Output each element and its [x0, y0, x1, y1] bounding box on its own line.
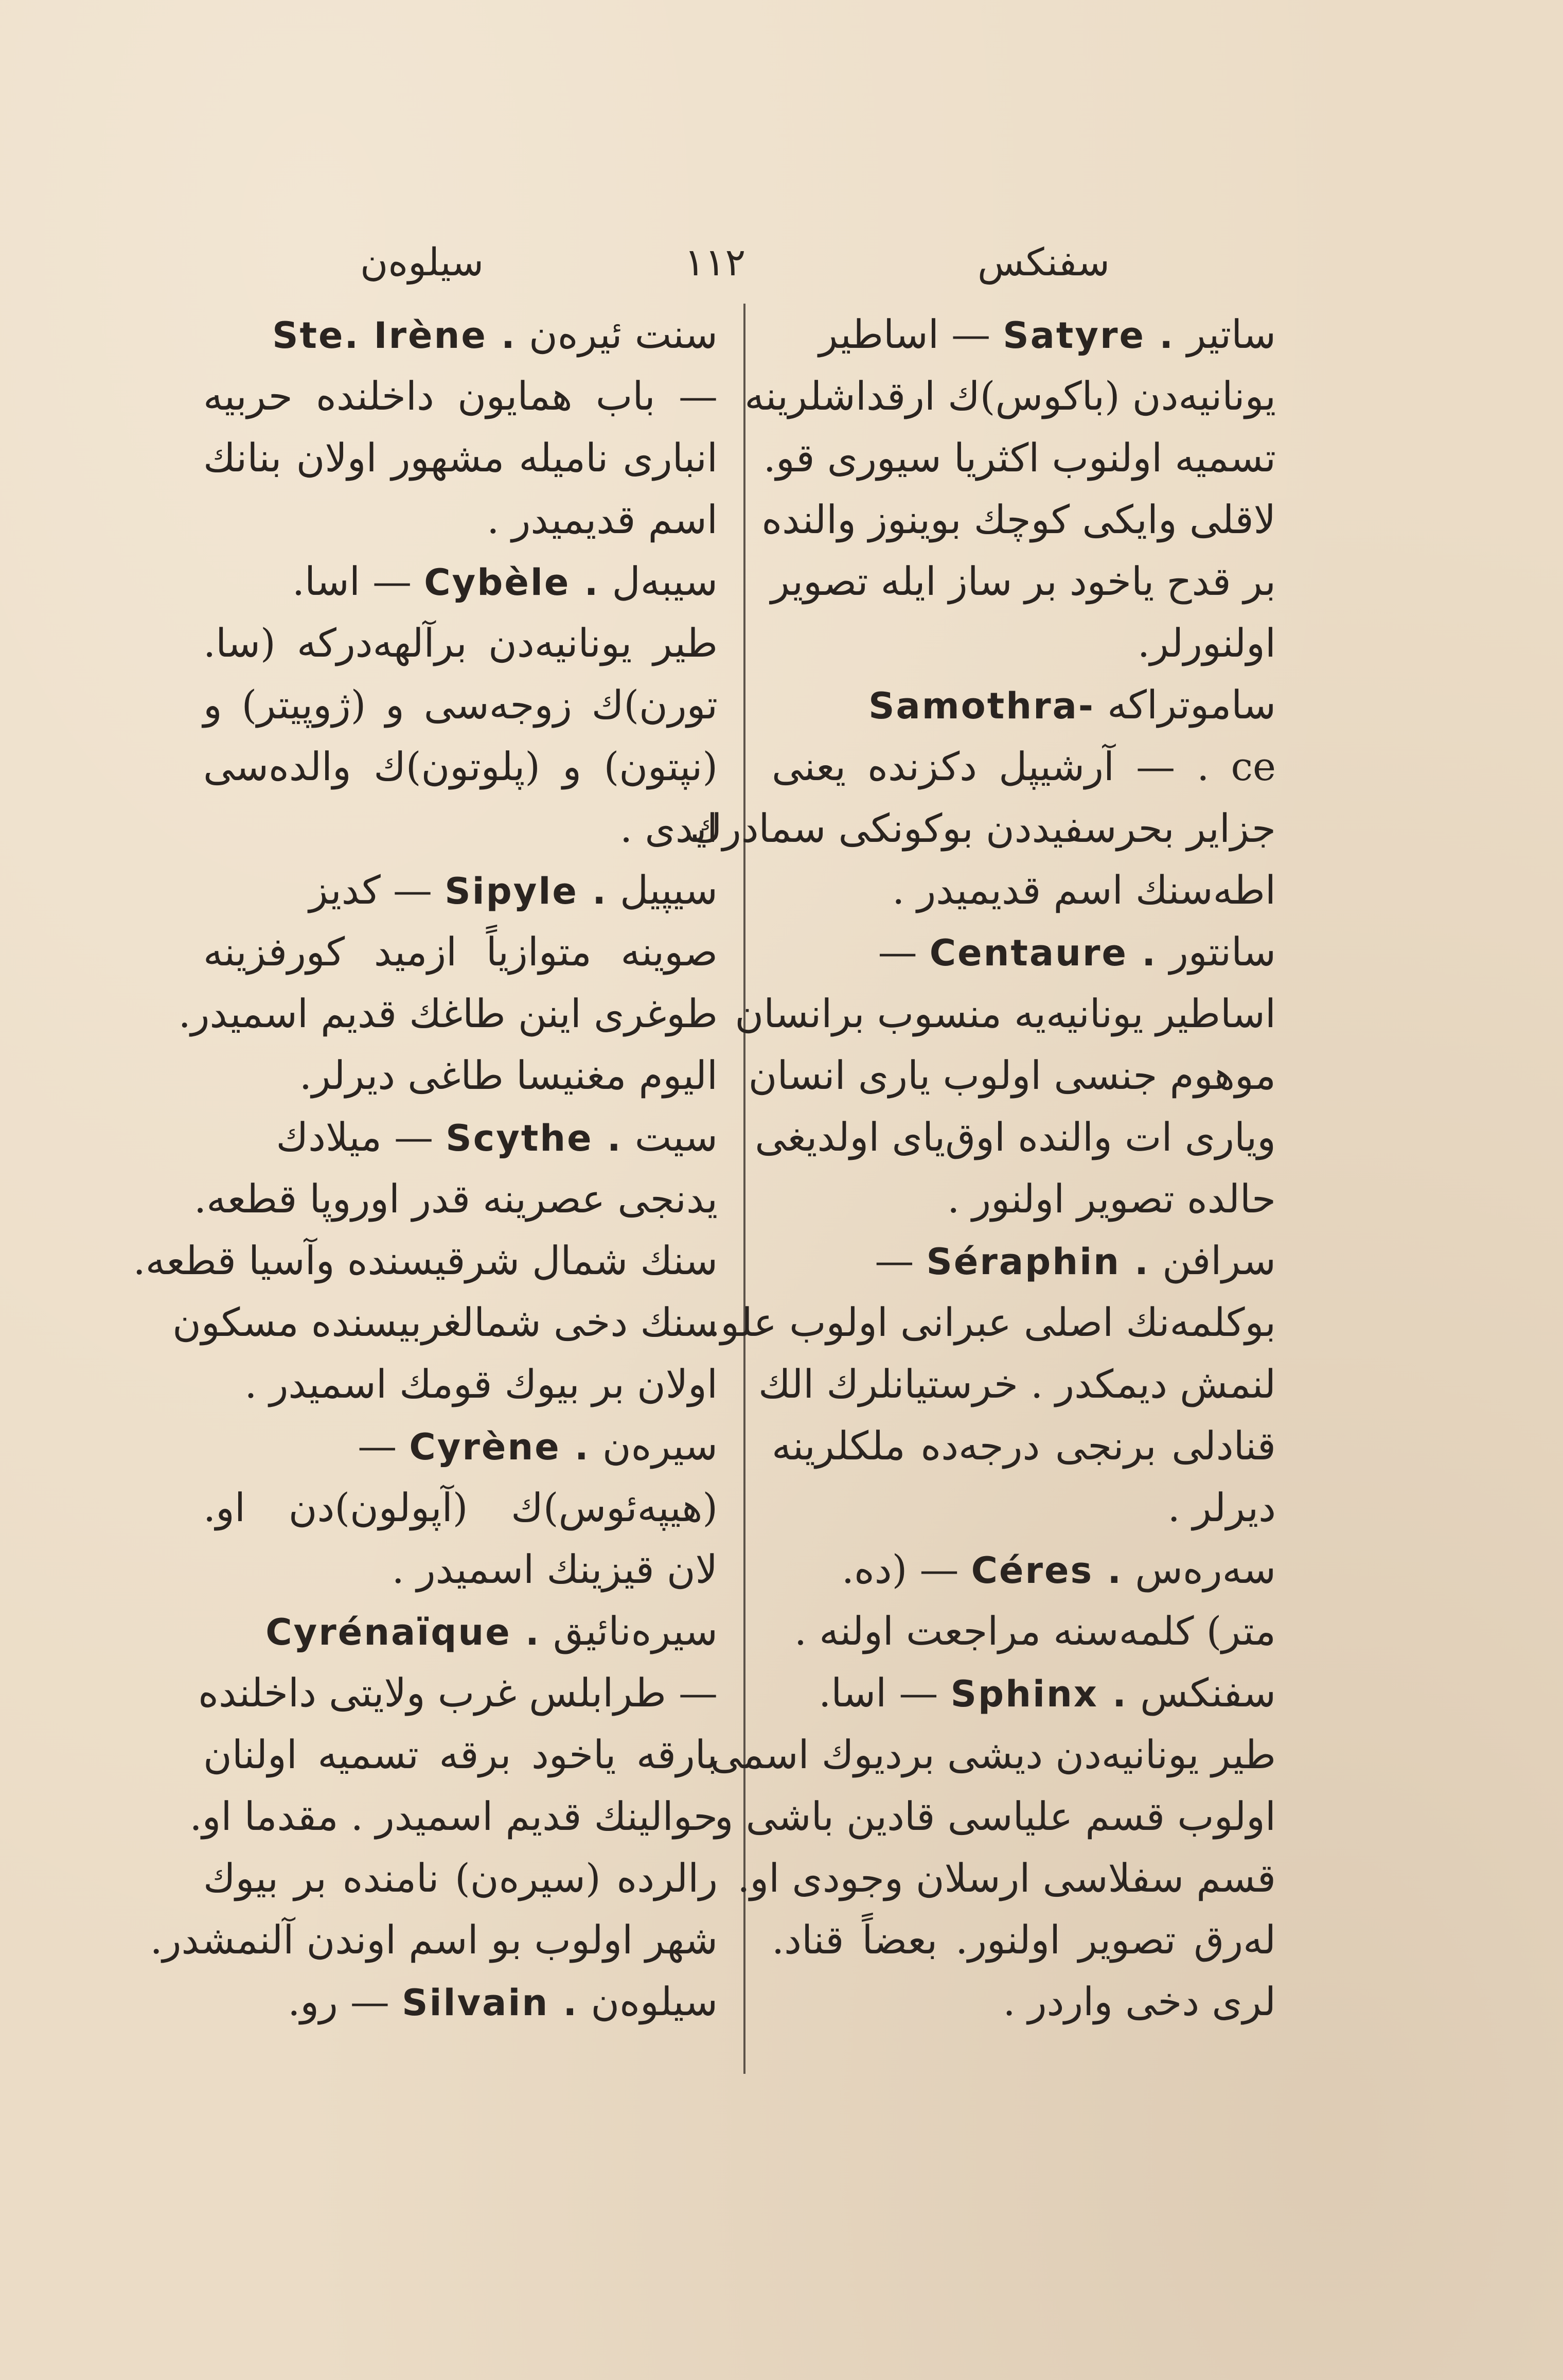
entry-text-line: صوینه متوازیاً ازمید کورفزینه	[203, 929, 718, 975]
entry-headline	[203, 859, 718, 921]
dictionary-entry	[203, 1971, 718, 2033]
headword: سیره‌ن	[602, 1423, 718, 1469]
entry-text-line: ce . — آرشیپل دکزنده یعنی	[772, 744, 1276, 789]
left-column	[133, 304, 718, 2033]
entry-text-line: قسم سفلاسی ارسلان وجودی او.	[737, 1855, 1276, 1901]
entry-text-line: — طرابلس غرب ولایتی داخلنده	[198, 1670, 718, 1716]
entry-text-line: انباری نامیله مشهور اولان بنانك	[203, 435, 718, 481]
entry-text-line: لنمش دیمکدر . خرستیانلرك الك	[758, 1361, 1276, 1407]
entry-text-line: یونانیه‌دن (باکوس)ك ارقداشلرینه	[744, 373, 1276, 419]
headword: سیپیل	[619, 867, 718, 913]
entry-headline	[203, 1600, 718, 1662]
running-head-right: سفنکس	[978, 240, 1110, 285]
latin-term: Scythe .	[446, 1117, 623, 1159]
right-column	[690, 304, 1276, 2033]
entry-text-line: بوکلمه‌نك اصلی عبرانی اولوب علو.	[708, 1299, 1276, 1345]
headword: سیره‌نائیق	[553, 1608, 718, 1654]
entry-text-line: بارقه یاخود برقه تسمیه اولنان	[203, 1732, 718, 1777]
dictionary-entry	[708, 1230, 1276, 1539]
latin-term: Cyrénaïque .	[265, 1611, 541, 1653]
headword: سرافن	[1162, 1238, 1276, 1283]
entry-text-line: حوالینك قدیم اسمیدر . مقدما او.	[189, 1793, 718, 1839]
entry-text-line: (هیپه‌ئوس)ك (آپولون)دن او.	[203, 1485, 718, 1530]
latin-term: Ste. Irène .	[272, 314, 517, 357]
headline-continuation: — اساطیر	[819, 311, 991, 357]
headline-continuation: —	[878, 929, 917, 975]
dictionary-entry	[203, 304, 718, 551]
latin-term: Satyre .	[1003, 314, 1175, 357]
entry-headline	[203, 1415, 718, 1477]
headline-continuation: —	[875, 1238, 914, 1283]
entry-text-line: اسم قدیمیدر .	[487, 497, 718, 542]
headline-continuation: — کدیز	[309, 867, 433, 913]
entry-text-line: طیر یونانیه‌دن برآلهه‌درکه (سا.	[203, 620, 718, 666]
headword: سنت ئیره‌ن	[528, 311, 718, 357]
entry-text-line: لان قیزینك اسمیدر .	[392, 1546, 718, 1592]
entry-text-line: لری دخی واردر .	[1003, 1979, 1276, 2024]
entry-headline	[772, 304, 1276, 365]
entry-headline	[772, 1539, 1276, 1600]
entry-text-line: اولوب قسم علیاسی قادین باشی و	[714, 1793, 1276, 1839]
entry-headline	[203, 551, 718, 612]
headword: سه‌ره‌س	[1135, 1546, 1276, 1592]
entry-text-line: طوغری اینن طاغك قدیم اسمیدر.	[178, 991, 718, 1036]
entry-text-line: حالده تصویر اولنور .	[947, 1176, 1276, 1222]
latin-term: Cyrène .	[409, 1426, 590, 1468]
entry-headline	[772, 1662, 1276, 1724]
dictionary-entry	[203, 1415, 718, 1600]
entry-headline	[203, 1971, 718, 2033]
entry-text-line: قنادلی برنجی درجه‌ده ملکلرینه	[772, 1423, 1276, 1469]
entry-text-line: رالرده (سیره‌ن) نامنده بر بیوك	[203, 1855, 718, 1901]
latin-term: Cybèle .	[424, 561, 600, 604]
headline-continuation: — میلادك	[276, 1114, 434, 1160]
entry-text-line: اولان بر بیوك قومك اسمیدر .	[244, 1361, 718, 1407]
entry-text-line: (نپتون) و (پلوتون)ك والده‌سی	[203, 744, 718, 789]
dictionary-entry	[690, 674, 1276, 921]
entry-text-line: ویاری ات والنده اوق‌یای اولدیغی	[755, 1114, 1276, 1160]
dictionary-entry	[178, 859, 718, 1106]
latin-term: Samothra-	[868, 685, 1095, 727]
dictionary-entry	[744, 304, 1276, 674]
dictionary-entry	[150, 1600, 718, 1971]
entry-text-line: دیرلر .	[1167, 1485, 1276, 1530]
entry-text-line: طیر یونانیه‌دن دیشی بردیوك اسمی	[710, 1732, 1276, 1777]
entry-text-line: له‌رق تصویر اولنور. بعضاً قناد.	[772, 1917, 1276, 1963]
entry-text-line: اطه‌سنك اسم قدیمیدر .	[892, 867, 1276, 913]
latin-term: Sphinx .	[950, 1673, 1128, 1715]
entry-text-line: تورن)ك زوجه‌سی و (ژوپیتر) و	[203, 682, 718, 728]
headline-continuation: — اسا.	[819, 1670, 938, 1716]
dictionary-entry	[710, 1662, 1276, 2033]
latin-term: Silvain .	[402, 1982, 579, 2024]
headline-continuation: — (ده.	[841, 1546, 959, 1592]
dictionary-entry	[772, 1539, 1276, 1662]
headline-continuation: — رو.	[288, 1979, 389, 2024]
entry-text-line: شهر اولوب بو اسم اوندن آلنمشدر.	[150, 1917, 718, 1963]
headword: سیلوه‌ن	[591, 1979, 718, 2024]
entry-text-line: ایدی .	[620, 805, 718, 851]
entry-text-line: یدنجی عصرینه قدر اوروپا قطعه.	[194, 1176, 718, 1222]
dictionary-entry	[203, 551, 718, 859]
page-number: ۱۱۲	[684, 240, 746, 285]
entry-headline	[772, 674, 1276, 736]
headword: سفنکس	[1140, 1670, 1276, 1716]
entry-text-line: بر قدح یاخود بر ساز ایله تصویر	[771, 558, 1276, 604]
headword: ساتیر	[1187, 311, 1276, 357]
latin-term: Centaure .	[929, 932, 1157, 974]
entry-headline	[203, 1106, 718, 1168]
entry-text-line: اساطیر یونانیه‌یه منسوب برانسان	[735, 991, 1276, 1036]
headword: سانتور	[1169, 929, 1276, 975]
entry-text-line: الیوم مغنیسا طاغی دیرلر.	[299, 1052, 718, 1098]
latin-term: Sipyle .	[445, 870, 608, 912]
entry-text-line: تسمیه اولنوب اکثریا سیوری قو.	[763, 435, 1276, 481]
latin-term: Céres .	[971, 1549, 1123, 1592]
entry-headline	[203, 304, 718, 365]
headword: سیبه‌ل	[612, 558, 718, 604]
latin-term: Séraphin .	[926, 1241, 1150, 1283]
entry-text-line: سنك دخی شمالغربیسنده مسکون	[172, 1299, 718, 1345]
dictionary-entry	[735, 921, 1276, 1230]
headword: ساموتراکه	[1107, 682, 1276, 728]
headline-continuation: —	[358, 1423, 397, 1469]
entry-text-line: موهوم جنسی اولوب یاری انسان	[748, 1052, 1276, 1098]
running-head-left: سیلوه‌ن	[360, 240, 484, 285]
entry-text-line: لاقلی وایکی کوچك بوینوز والنده	[761, 497, 1276, 542]
entry-text-line: متر) کلمه‌سنه مراجعت اولنه .	[794, 1608, 1276, 1654]
entry-text-line: سنك شمال شرقیسنده وآسیا قطعه.	[133, 1238, 718, 1283]
headline-continuation: — اسا.	[292, 558, 412, 604]
entry-headline	[772, 1230, 1276, 1292]
entry-text-line: اولنورلر.	[1137, 620, 1276, 666]
entry-headline	[772, 921, 1276, 983]
entry-text-line: — باب همایون داخلنده حربیه	[203, 373, 718, 419]
entry-text-line: جزایر بحرسفیددن بوکونکی سمادرك	[690, 805, 1276, 851]
headword: سیت	[634, 1114, 718, 1160]
dictionary-entry	[133, 1106, 718, 1415]
